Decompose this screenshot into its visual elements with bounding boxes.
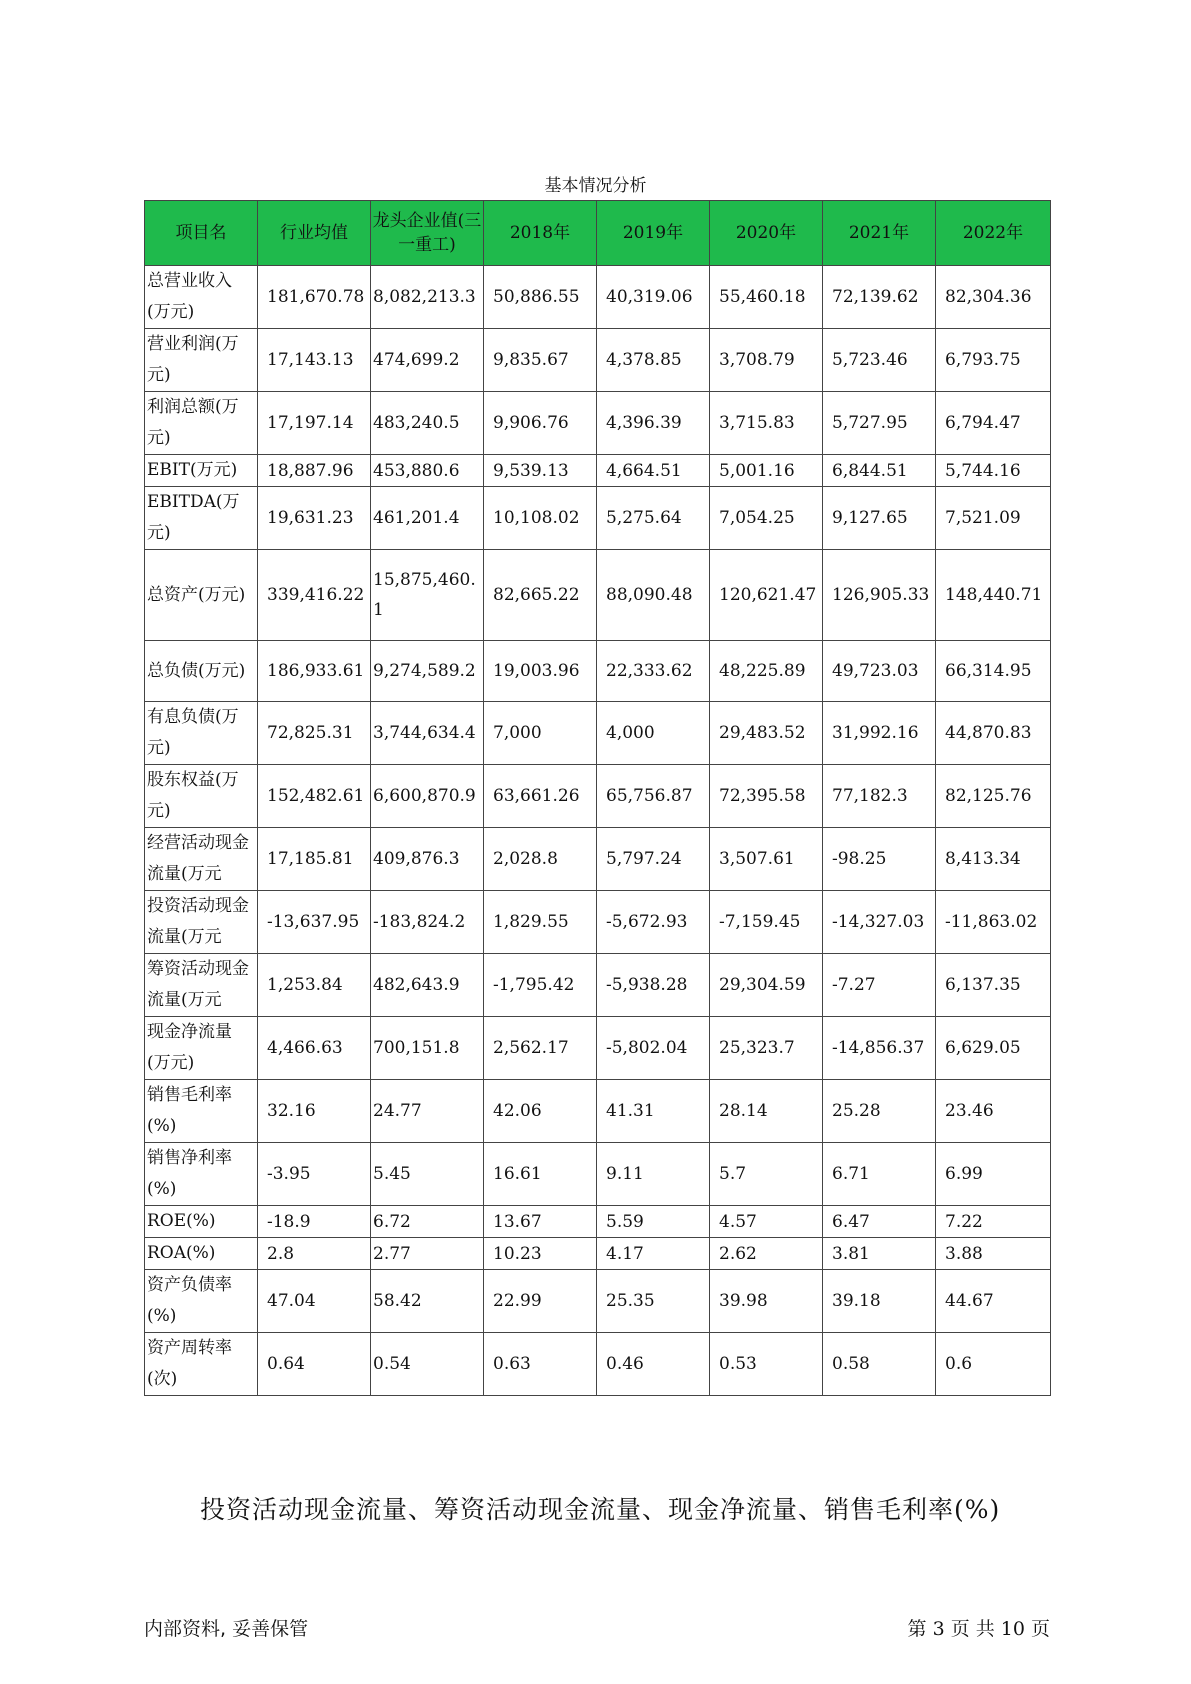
industry-avg-cell: 17,185.81 — [258, 828, 371, 891]
value-2019: -5,802.04 — [597, 1017, 710, 1080]
header-2021: 2021年 — [823, 201, 936, 266]
row-label: 销售毛利率(%) — [145, 1080, 258, 1143]
row-label: 股东权益(万元) — [145, 765, 258, 828]
row-label: 总资产(万元) — [145, 550, 258, 641]
value-2018: 0.63 — [484, 1333, 597, 1396]
value-2018: 7,000 — [484, 702, 597, 765]
industry-avg-cell: 17,143.13 — [258, 329, 371, 392]
value-2020: 3,708.79 — [710, 329, 823, 392]
header-2022: 2022年 — [936, 201, 1051, 266]
leader-value-cell: 453,880.6 — [371, 455, 484, 487]
value-2019: 4,664.51 — [597, 455, 710, 487]
value-2022: 3.88 — [936, 1238, 1051, 1270]
row-label: 利润总额(万元) — [145, 392, 258, 455]
value-2020: 3,507.61 — [710, 828, 823, 891]
value-2022: -11,863.02 — [936, 891, 1051, 954]
industry-avg-cell: -18.9 — [258, 1206, 371, 1238]
value-2020: 39.98 — [710, 1270, 823, 1333]
leader-value-cell: 5.45 — [371, 1143, 484, 1206]
value-2018: 50,886.55 — [484, 266, 597, 329]
leader-value-cell: 6.72 — [371, 1206, 484, 1238]
value-2022: 6,793.75 — [936, 329, 1051, 392]
industry-avg-cell: 17,197.14 — [258, 392, 371, 455]
value-2022: 5,744.16 — [936, 455, 1051, 487]
row-label: 现金净流量(万元) — [145, 1017, 258, 1080]
header-2020: 2020年 — [710, 201, 823, 266]
value-2021: 3.81 — [823, 1238, 936, 1270]
value-2021: 6.47 — [823, 1206, 936, 1238]
row-label: 总营业收入(万元) — [145, 266, 258, 329]
leader-value-cell: -183,824.2 — [371, 891, 484, 954]
table-row — [145, 550, 1051, 641]
value-2020: 28.14 — [710, 1080, 823, 1143]
table-row — [145, 392, 1051, 455]
value-2020: 5,001.16 — [710, 455, 823, 487]
leader-value-cell: 409,876.3 — [371, 828, 484, 891]
value-2021: 6.71 — [823, 1143, 936, 1206]
value-2021: 39.18 — [823, 1270, 936, 1333]
table-row — [145, 1206, 1051, 1238]
industry-avg-cell: 339,416.22 — [258, 550, 371, 641]
table-row — [145, 954, 1051, 1017]
industry-avg-cell: -13,637.95 — [258, 891, 371, 954]
table-row — [145, 455, 1051, 487]
value-2018: 10.23 — [484, 1238, 597, 1270]
industry-avg-cell: 181,670.78 — [258, 266, 371, 329]
value-2021: 72,139.62 — [823, 266, 936, 329]
value-2021: 5,723.46 — [823, 329, 936, 392]
footer-confidential-note: 内部资料, 妥善保管 — [144, 1618, 309, 1640]
value-2018: 1,829.55 — [484, 891, 597, 954]
value-2018: 2,562.17 — [484, 1017, 597, 1080]
leader-value-cell: 483,240.5 — [371, 392, 484, 455]
leader-value-cell: 474,699.2 — [371, 329, 484, 392]
value-2021: 6,844.51 — [823, 455, 936, 487]
table-row — [145, 487, 1051, 550]
value-2019: 88,090.48 — [597, 550, 710, 641]
value-2022: 148,440.71 — [936, 550, 1051, 641]
value-2020: 29,483.52 — [710, 702, 823, 765]
table-row — [145, 702, 1051, 765]
value-2019: 4,378.85 — [597, 329, 710, 392]
value-2022: 7.22 — [936, 1206, 1051, 1238]
value-2022: 23.46 — [936, 1080, 1051, 1143]
value-2020: 7,054.25 — [710, 487, 823, 550]
table-header-row — [145, 201, 1051, 266]
row-label: 筹资活动现金流量(万元 — [145, 954, 258, 1017]
row-label: 投资活动现金流量(万元 — [145, 891, 258, 954]
industry-avg-cell: 0.64 — [258, 1333, 371, 1396]
value-2020: 3,715.83 — [710, 392, 823, 455]
value-2018: 2,028.8 — [484, 828, 597, 891]
leader-value-cell: 6,600,870.9 — [371, 765, 484, 828]
row-label: 资产负债率(%) — [145, 1270, 258, 1333]
value-2021: 9,127.65 — [823, 487, 936, 550]
value-2021: 77,182.3 — [823, 765, 936, 828]
value-2018: 19,003.96 — [484, 641, 597, 702]
row-label: ROA(%) — [145, 1238, 258, 1270]
value-2019: 25.35 — [597, 1270, 710, 1333]
value-2021: 25.28 — [823, 1080, 936, 1143]
value-2020: 0.53 — [710, 1333, 823, 1396]
row-label: EBIT(万元) — [145, 455, 258, 487]
value-2018: 9,906.76 — [484, 392, 597, 455]
table-row — [145, 329, 1051, 392]
value-2019: 4,396.39 — [597, 392, 710, 455]
row-label: 有息负债(万元) — [145, 702, 258, 765]
value-2019: 40,319.06 — [597, 266, 710, 329]
value-2022: 6.99 — [936, 1143, 1051, 1206]
table-row — [145, 765, 1051, 828]
value-2022: 66,314.95 — [936, 641, 1051, 702]
value-2021: -14,856.37 — [823, 1017, 936, 1080]
row-label: ROE(%) — [145, 1206, 258, 1238]
table-body — [145, 266, 1051, 1396]
industry-avg-cell: 18,887.96 — [258, 455, 371, 487]
industry-avg-cell: 2.8 — [258, 1238, 371, 1270]
row-label: 总负债(万元) — [145, 641, 258, 702]
value-2020: 25,323.7 — [710, 1017, 823, 1080]
footer-page-number: 第 3 页 共 10 页 — [907, 1618, 1050, 1640]
value-2018: 63,661.26 — [484, 765, 597, 828]
value-2022: 44,870.83 — [936, 702, 1051, 765]
value-2020: 55,460.18 — [710, 266, 823, 329]
value-2021: 31,992.16 — [823, 702, 936, 765]
industry-avg-cell: 186,933.61 — [258, 641, 371, 702]
value-2020: -7,159.45 — [710, 891, 823, 954]
value-2020: 2.62 — [710, 1238, 823, 1270]
value-2022: 0.6 — [936, 1333, 1051, 1396]
row-label: 销售净利率(%) — [145, 1143, 258, 1206]
value-2018: 9,539.13 — [484, 455, 597, 487]
industry-avg-cell: -3.95 — [258, 1143, 371, 1206]
leader-value-cell: 58.42 — [371, 1270, 484, 1333]
industry-avg-cell: 72,825.31 — [258, 702, 371, 765]
summary-text: 投资活动现金流量、筹资活动现金流量、现金净流量、销售毛利率(%) — [200, 1495, 1001, 1524]
table-row — [145, 266, 1051, 329]
table-row — [145, 1238, 1051, 1270]
value-2020: 48,225.89 — [710, 641, 823, 702]
value-2018: 22.99 — [484, 1270, 597, 1333]
value-2019: -5,938.28 — [597, 954, 710, 1017]
value-2019: 9.11 — [597, 1143, 710, 1206]
header-item-name: 项目名 — [145, 201, 258, 266]
value-2020: 72,395.58 — [710, 765, 823, 828]
industry-avg-cell: 152,482.61 — [258, 765, 371, 828]
leader-value-cell: 3,744,634.4 — [371, 702, 484, 765]
header-leader-value: 龙头企业值(三一重工) — [371, 201, 484, 266]
leader-value-cell: 461,201.4 — [371, 487, 484, 550]
value-2019: 5.59 — [597, 1206, 710, 1238]
table-row — [145, 891, 1051, 954]
industry-avg-cell: 47.04 — [258, 1270, 371, 1333]
row-label: EBITDA(万元) — [145, 487, 258, 550]
table-row — [145, 1017, 1051, 1080]
header-2019: 2019年 — [597, 201, 710, 266]
table-row — [145, 828, 1051, 891]
financial-table — [144, 200, 1051, 1396]
value-2021: 0.58 — [823, 1333, 936, 1396]
value-2019: 5,797.24 — [597, 828, 710, 891]
value-2021: 5,727.95 — [823, 392, 936, 455]
value-2022: 6,137.35 — [936, 954, 1051, 1017]
table-caption: 基本情况分析 — [544, 176, 647, 196]
value-2022: 82,304.36 — [936, 266, 1051, 329]
industry-avg-cell: 19,631.23 — [258, 487, 371, 550]
value-2019: 65,756.87 — [597, 765, 710, 828]
value-2021: -98.25 — [823, 828, 936, 891]
value-2019: 4,000 — [597, 702, 710, 765]
value-2020: 120,621.47 — [710, 550, 823, 641]
value-2019: -5,672.93 — [597, 891, 710, 954]
industry-avg-cell: 32.16 — [258, 1080, 371, 1143]
leader-value-cell: 700,151.8 — [371, 1017, 484, 1080]
value-2018: -1,795.42 — [484, 954, 597, 1017]
value-2019: 41.31 — [597, 1080, 710, 1143]
leader-value-cell: 0.54 — [371, 1333, 484, 1396]
header-industry-avg: 行业均值 — [258, 201, 371, 266]
value-2019: 0.46 — [597, 1333, 710, 1396]
value-2019: 22,333.62 — [597, 641, 710, 702]
value-2018: 82,665.22 — [484, 550, 597, 641]
table-row — [145, 1143, 1051, 1206]
value-2020: 4.57 — [710, 1206, 823, 1238]
leader-value-cell: 8,082,213.3 — [371, 266, 484, 329]
leader-value-cell: 482,643.9 — [371, 954, 484, 1017]
value-2021: -7.27 — [823, 954, 936, 1017]
value-2022: 44.67 — [936, 1270, 1051, 1333]
value-2020: 5.7 — [710, 1143, 823, 1206]
leader-value-cell: 2.77 — [371, 1238, 484, 1270]
leader-value-cell: 9,274,589.2 — [371, 641, 484, 702]
row-label: 经营活动现金流量(万元 — [145, 828, 258, 891]
leader-value-cell: 24.77 — [371, 1080, 484, 1143]
value-2022: 6,794.47 — [936, 392, 1051, 455]
value-2022: 82,125.76 — [936, 765, 1051, 828]
table-row — [145, 1333, 1051, 1396]
row-label: 营业利润(万元) — [145, 329, 258, 392]
value-2018: 9,835.67 — [484, 329, 597, 392]
value-2019: 5,275.64 — [597, 487, 710, 550]
industry-avg-cell: 4,466.63 — [258, 1017, 371, 1080]
value-2022: 6,629.05 — [936, 1017, 1051, 1080]
value-2021: -14,327.03 — [823, 891, 936, 954]
value-2022: 8,413.34 — [936, 828, 1051, 891]
value-2018: 13.67 — [484, 1206, 597, 1238]
value-2022: 7,521.09 — [936, 487, 1051, 550]
value-2018: 42.06 — [484, 1080, 597, 1143]
value-2020: 29,304.59 — [710, 954, 823, 1017]
table-row — [145, 1080, 1051, 1143]
table-row — [145, 1270, 1051, 1333]
value-2021: 126,905.33 — [823, 550, 936, 641]
header-2018: 2018年 — [484, 201, 597, 266]
row-label: 资产周转率(次) — [145, 1333, 258, 1396]
value-2018: 10,108.02 — [484, 487, 597, 550]
table-row — [145, 641, 1051, 702]
industry-avg-cell: 1,253.84 — [258, 954, 371, 1017]
value-2019: 4.17 — [597, 1238, 710, 1270]
value-2021: 49,723.03 — [823, 641, 936, 702]
value-2018: 16.61 — [484, 1143, 597, 1206]
leader-value-cell: 15,875,460.1 — [371, 550, 484, 641]
